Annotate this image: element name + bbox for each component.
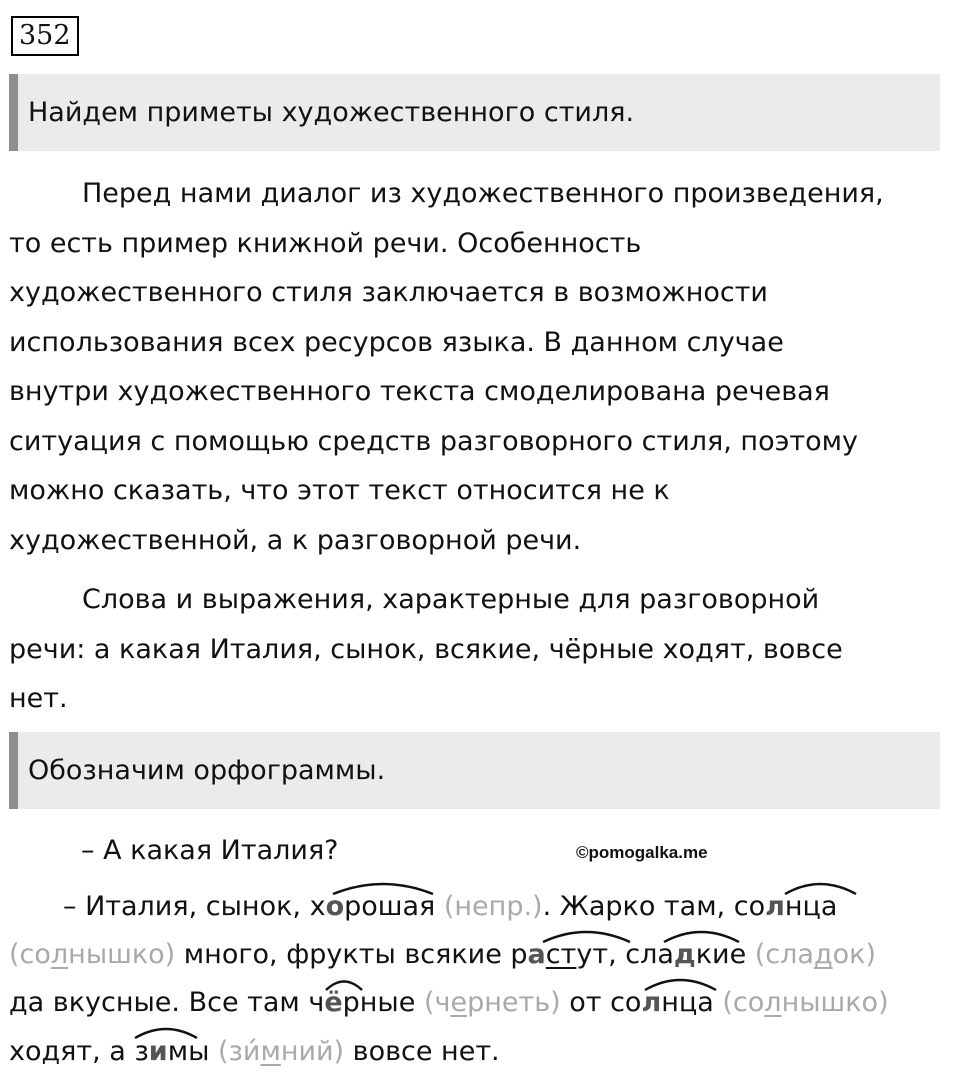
text-line: нет. [9,683,68,714]
text-line: можно сказать, что этот текст относится не к [9,475,670,506]
dialogue-line-1: – А какая Италия? [81,835,339,866]
text-line: художественной, а к разговорной речи. [9,524,582,556]
checked-letter: ё [324,987,343,1018]
paragraph-analysis [9,169,949,565]
checked-letter: д [673,939,696,970]
word-khoroshaya: хорошая [309,891,436,922]
text-run: ходят, а [9,1036,135,1067]
dialogue-line-3: (солнышко) много, фрукты всякие растут, сладкие (сладок) [9,939,876,970]
check-word: (зи́мний) [209,1036,345,1067]
paragraph-colloquial [9,575,949,724]
text-line: то есть пример книжной речи. Особенность [9,227,642,259]
section-heading-style: Найдем приметы художественного стиля. [9,74,940,151]
word-zimy: зимы [134,1036,210,1067]
text-line: использования всех ресурсов языка. В данном случае [9,326,784,358]
dialogue-line-4 [9,978,949,1028]
task-number: 352 [11,16,79,56]
text-line: Перед нами диалог из художественного произведения, [82,178,884,209]
word-chernye: чёрные [308,987,416,1018]
check-word: (чернеть) [415,987,561,1018]
text-line: ситуация с помощью средств разговорного стиля, поэтому [9,425,859,457]
word-sladkie: сладкие [625,939,747,970]
underlined-letters: ст [545,939,577,970]
text-run: от [560,987,611,1018]
dialogue-line-5 [9,1027,949,1077]
text-line: Слова и выражения, характерные для разговорной [82,584,820,615]
word-rastut: растут [510,939,609,970]
word-solntsa: солнца [733,891,838,922]
text-line: внутри художественного текста смоделирована речевая [9,376,830,407]
checked-letter: л [765,891,785,922]
check-word: (солнышко) [9,939,176,970]
text-run: вовсе нет. [344,1036,500,1067]
text-line: художественного стиля заключается в возможности [9,277,768,308]
text-run: – Италия, сынок, [63,891,310,922]
check-word: (сладок) [746,939,876,970]
text-run: . Жарко там, [542,891,734,922]
checked-letter: л [641,987,662,1018]
dialogue-line-2 [9,882,960,932]
text-run: да вкусные. Все там [9,987,309,1018]
text-line: речи: а какая Италия, сынок, всякие, чёрные ходят, вовсе [9,633,843,665]
check-word: (солнышко) [713,987,889,1018]
checked-letter: о [325,891,345,922]
text-run: много, фрукты всякие [175,939,511,970]
word-solntsa: солнца [610,987,714,1018]
section-heading-orthograms: Обозначим орфограммы. [9,732,940,809]
watermark: ©pomogalka.me [576,843,708,862]
checked-letter: а [527,939,546,970]
check-word: (непр.) [435,891,543,922]
checked-letter: и [148,1036,168,1067]
